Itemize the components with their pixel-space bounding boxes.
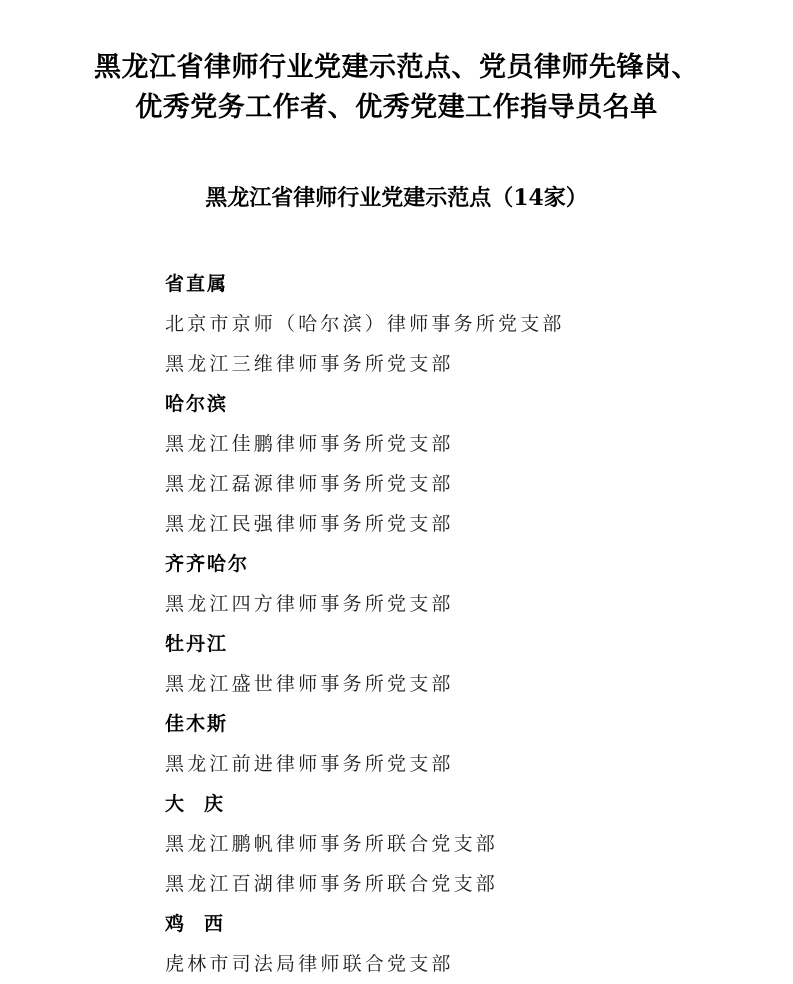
region-heading: 齐齐哈尔: [165, 553, 250, 575]
list-item: 黑龙江百湖律师事务所联合党支部: [165, 873, 499, 895]
document-title-line-1: 黑龙江省律师行业党建示范点、党员律师先锋岗、: [94, 52, 699, 83]
list-item: 黑龙江佳鹏律师事务所党支部: [165, 433, 454, 455]
region-heading: 哈尔滨: [165, 393, 229, 415]
list-item: 黑龙江鹏帆律师事务所联合党支部: [165, 833, 499, 855]
list-item: 黑龙江民强律师事务所党支部: [165, 513, 454, 535]
list-item: 黑龙江磊源律师事务所党支部: [165, 473, 454, 495]
region-heading: 佳木斯: [165, 713, 229, 735]
region-heading: 省直属: [165, 273, 229, 295]
list-item: 黑龙江前进律师事务所党支部: [165, 753, 454, 775]
list-item: 北京市京师（哈尔滨）律师事务所党支部: [165, 313, 565, 335]
demonstration-site-list: [165, 264, 725, 984]
list-item: 黑龙江三维律师事务所党支部: [165, 353, 454, 375]
region-heading: 牡丹江: [165, 633, 229, 655]
list-item: 黑龙江盛世律师事务所党支部: [165, 673, 454, 695]
region-heading: 鸡西: [165, 913, 244, 935]
section-subtitle: 黑龙江省律师行业党建示范点（14家）: [205, 185, 588, 211]
region-heading: 大庆: [165, 793, 244, 815]
list-item: 虎林市司法局律师联合党支部: [165, 953, 454, 975]
document-title-line-2: 优秀党务工作者、优秀党建工作指导员名单: [135, 92, 658, 123]
list-item: 黑龙江四方律师事务所党支部: [165, 593, 454, 615]
